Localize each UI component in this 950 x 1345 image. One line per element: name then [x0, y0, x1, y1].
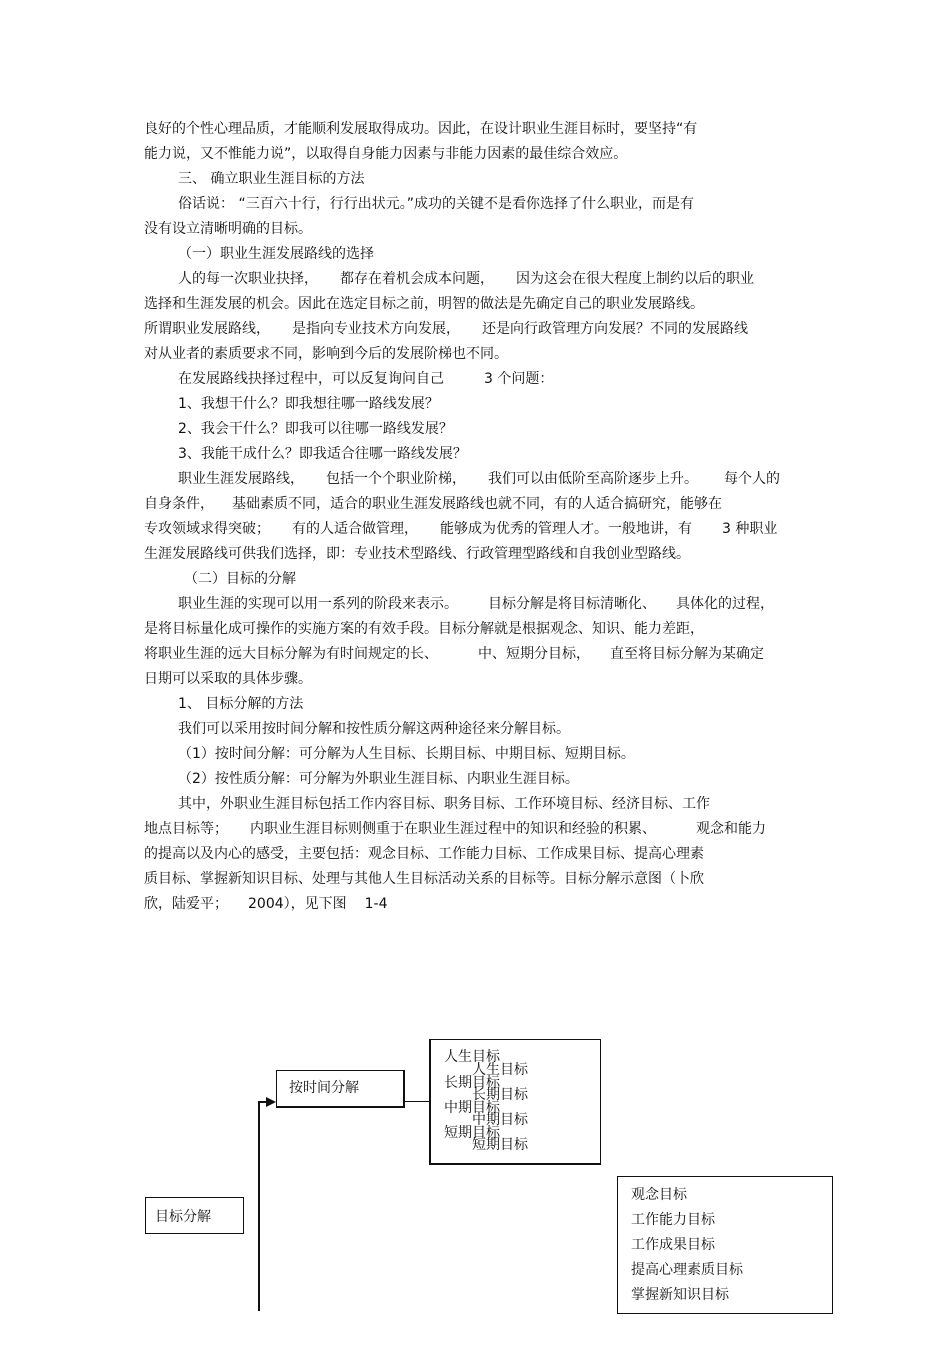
paragraph-line	[144, 495, 722, 513]
text-segment: 专攻领域求得突破；	[144, 521, 270, 537]
time-item-label-duplicate: 短期目标	[472, 1137, 528, 1153]
text-segment: 都存在着机会成本问题，	[340, 271, 494, 287]
text-segment: 有的人适合做管理，	[292, 521, 418, 537]
paragraph-line	[144, 520, 777, 538]
paragraph-line	[144, 895, 388, 913]
text-segment: 3 种职业	[722, 521, 778, 537]
text-segment: 目标分解是将目标清晰化、	[488, 596, 656, 612]
text-segment: 还是向行政管理方向发展？不同的发展路线	[482, 321, 748, 337]
time-item-label: 长期目标	[444, 1075, 500, 1091]
text-segment: 因为这会在很大程度上制约以后的职业	[516, 271, 754, 287]
connector-horizontal	[403, 1101, 429, 1102]
time-item-label-duplicate: 长期目标	[472, 1087, 528, 1103]
nature-item-label: 提高心理素质目标	[631, 1262, 743, 1278]
paragraph-line	[178, 470, 780, 488]
nature-item-label: 掌握新知识目标	[631, 1287, 729, 1303]
text-segment: 基础素质不同，适合的职业生涯发展路线也就不同，有的人适合搞研究，能够在	[232, 496, 722, 512]
root-node-label: 目标分解	[155, 1209, 211, 1225]
text-segment: 欣，陆爱平；	[144, 896, 228, 912]
text-segment: 观念和能力	[696, 821, 766, 837]
paragraph-line	[144, 645, 764, 663]
paragraph-line: 质目标、掌握新知识目标、处理与其他人生目标活动关系的目标等。目标分解示意图（卜欣	[144, 871, 704, 887]
time-item-label: 短期目标	[444, 1125, 500, 1141]
text-segment: 包括一个个职业阶梯，	[326, 471, 466, 487]
text-segment: 1-4	[364, 896, 388, 912]
paragraph-line: 没有设立清晰明确的目标。	[144, 221, 312, 237]
paragraph-line: 日期可以采取的具体步骤。	[144, 671, 312, 687]
connector-vertical	[258, 1101, 260, 1311]
paragraph-line: （1）按时间分解：可分解为人生目标、长期目标、中期目标、短期目标。	[178, 746, 635, 762]
text-segment: 所谓职业发展路线，	[144, 321, 270, 337]
paragraph-line	[178, 370, 553, 388]
paragraph-line: 能力说，又不惟能力说”，以取得自身能力因素与非能力因素的最佳综合效应。	[144, 146, 628, 162]
time-item-label: 中期目标	[444, 1100, 500, 1116]
method-heading: 1、 目标分解的方法	[178, 696, 304, 712]
text-segment: 人的每一次职业抉择，	[178, 271, 318, 287]
question-item: 1、我想干什么？即我想往哪一路线发展？	[178, 396, 439, 412]
time-item-label-duplicate: 中期目标	[472, 1112, 528, 1128]
question-item: 3、我能干成什么？即我适合往哪一路线发展？	[178, 446, 467, 462]
arrow-right-icon	[266, 1097, 276, 1107]
subsection-heading: （二）目标的分解	[184, 571, 296, 587]
text-segment: 2004），见下图	[248, 896, 347, 912]
time-node-label: 按时间分解	[289, 1080, 359, 1096]
text-segment: 职业生涯的实现可以用一系列的阶段来表示。	[178, 596, 458, 612]
text-segment: 自身条件，	[144, 496, 214, 512]
paragraph-line	[144, 320, 748, 338]
question-item: 2、我会干什么？即我可以往哪一路线发展？	[178, 421, 453, 437]
nature-item-label: 工作成果目标	[631, 1237, 715, 1253]
text-segment: 每个人的	[724, 471, 780, 487]
paragraph-line: 生涯发展路线可供我们选择，即：专业技术型路线、行政管理型路线和自我创业型路线。	[144, 546, 690, 562]
text-segment: 职业生涯发展路线，	[178, 471, 304, 487]
paragraph-line	[178, 595, 774, 613]
paragraph-line: （2）按性质分解：可分解为外职业生涯目标、内职业生涯目标。	[178, 771, 579, 787]
text-segment: 中、短期分目标，	[478, 646, 590, 662]
paragraph-line: 良好的个性心理品质，才能顺利发展取得成功。因此，在设计职业生涯目标时，要坚持“有	[144, 121, 698, 137]
paragraph-line	[144, 820, 766, 838]
paragraph-line	[178, 270, 754, 288]
text-segment: 我们可以由低阶至高阶逐步上升。	[488, 471, 698, 487]
paragraph-line: 其中，外职业生涯目标包括工作内容目标、职务目标、工作环境目标、经济目标、工作	[178, 796, 710, 812]
nature-item-label: 观念目标	[631, 1187, 687, 1203]
subsection-heading: （一）职业生涯发展路线的选择	[178, 246, 374, 262]
text-segment: 能够成为优秀的管理人才。一般地讲，有	[440, 521, 692, 537]
text-segment: 在发展路线抉择过程中，可以反复询问自己	[178, 371, 444, 387]
text-segment: 内职业生涯目标则侧重于在职业生涯过程中的知识和经验的积累、	[250, 821, 656, 837]
text-segment: 3 个问题：	[484, 371, 554, 387]
nature-item-label: 工作能力目标	[631, 1212, 715, 1228]
paragraph-line: 对从业者的素质要求不同，影响到今后的发展阶梯也不同。	[144, 346, 508, 362]
paragraph-line: 选择和生涯发展的机会。因此在选定目标之前，明智的做法是先确定自己的职业发展路线。	[144, 296, 704, 312]
text-segment: 将职业生涯的远大目标分解为有时间规定的长、	[144, 646, 438, 662]
paragraph-line: 的提高以及内心的感受，主要包括：观念目标、工作能力目标、工作成果目标、提高心理素	[144, 846, 704, 862]
paragraph-line: 是将目标量化成可操作的实施方案的有效手段。目标分解就是根据观念、知识、能力差距，	[144, 621, 704, 637]
text-segment: 地点目标等；	[144, 821, 228, 837]
paragraph-line: 俗话说： “三百六十行，行行出状元。”成功的关键不是看你选择了什么职业，而是有	[178, 196, 694, 212]
time-item-label-duplicate: 人生目标	[472, 1062, 528, 1078]
text-segment: 直至将目标分解为某确定	[610, 646, 764, 662]
text-segment: 具体化的过程，	[676, 596, 774, 612]
text-segment: 是指向专业技术方向发展，	[292, 321, 460, 337]
paragraph-line: 我们可以采用按时间分解和按性质分解这两种途径来分解目标。	[178, 721, 570, 737]
section-heading: 三、 确立职业生涯目标的方法	[178, 171, 365, 187]
time-item-label: 人生目标	[444, 1049, 500, 1065]
